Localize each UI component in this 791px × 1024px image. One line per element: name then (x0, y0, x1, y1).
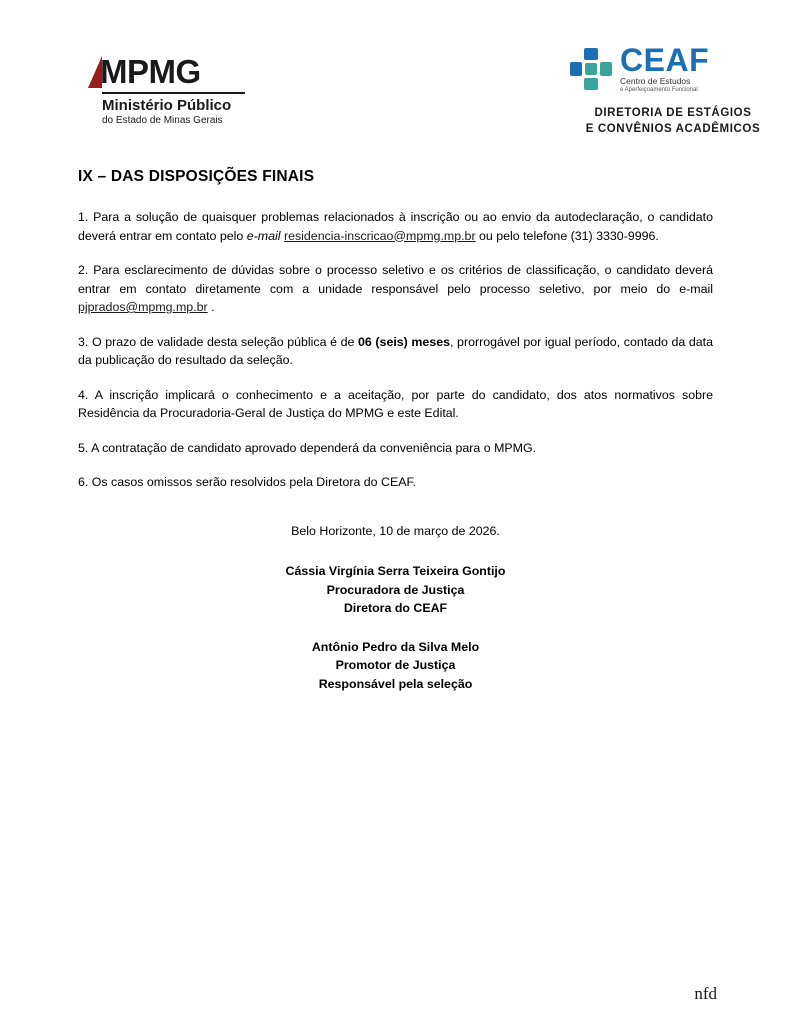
signature-block-1 (78, 562, 713, 618)
paragraph-5: 5. A contratação de candidato aprovado dependerá da conveniência para o MPMG. (78, 440, 537, 455)
signatory-name: Antônio Pedro da Silva Melo (311, 639, 480, 654)
footer-initials: nfd (694, 984, 717, 1003)
signatory-name: Cássia Virgínia Serra Teixeira Gontijo (285, 564, 506, 578)
paragraph-2-text-a: 2. Para esclarecimento de dúvidas sobre o processo seletivo e os critérios de classificação, o candidato deverá entrar em contato diretamente com a unidade responsável pelo processo seletivo, por meio do e-mail (78, 263, 713, 296)
paragraph-4: 4. A inscrição implicará o conhecimento e a aceitação, por parte do candidato, dos atos normativos sobre Residência da Procuradoria-Geral de Justiça do MPMG e este Edital. (78, 387, 713, 420)
paragraph-2 (78, 261, 713, 317)
paragraph-1-emphasis: e-mail (246, 228, 281, 243)
paragraph-1-text-b: ou pelo telefone (31) 3330-9996. (475, 228, 659, 243)
place-and-date: Belo Horizonte, 10 de março de 2026. (291, 523, 500, 538)
paragraph-3 (78, 333, 713, 370)
ceaf-acronym: CEAF (620, 41, 710, 78)
ceaf-department-line2: E CONVÊNIOS ACADÊMICOS (585, 123, 761, 135)
mpmg-name-line2: do Estado de Minas Gerais (102, 115, 223, 126)
ceaf-text-block (620, 41, 710, 94)
ceaf-tagline-1: Centro de Estudos (620, 75, 691, 86)
paragraph-1-text-a: 1. Para a solução de quaisquer problemas relacionados à inscrição ou ao envio da autodeclaração, o candidato deverá entrar em contato pelo (78, 210, 713, 243)
document-header (78, 0, 761, 150)
ceaf-logo (548, 41, 791, 137)
ceaf-cross-icon (570, 48, 612, 90)
mpmg-acronym: MPMG (100, 53, 201, 90)
mpmg-logo-top (88, 55, 308, 89)
paragraph-6: 6. Os casos omissos serão resolvidos pela Diretora do CEAF. (78, 475, 417, 489)
paragraph-3-bold: 06 (seis) meses (358, 334, 450, 349)
signatory-role-primary: Promotor de Justiça (335, 658, 456, 672)
ceaf-tagline-2: e Aperfeiçoamento Funcional (620, 86, 698, 93)
divider (102, 92, 245, 94)
paragraph-2-text-b: . (207, 300, 215, 314)
signatory-role-primary: Procuradora de Justiça (326, 582, 465, 597)
paragraph-3-text-a: 3. O prazo de validade desta seleção pública é de (78, 334, 359, 349)
paragraph-3-text-b: , prorrogável por igual período, contado da data da publicação do resultado da seleção. (78, 334, 713, 367)
ceaf-logo-row (548, 41, 791, 93)
mpmg-logo (88, 55, 308, 127)
email-link-pjprados[interactable]: pjprados@mpmg.mp.br (78, 300, 208, 314)
email-link-residencia[interactable]: residencia-inscricao@mpmg.mp.br (283, 228, 476, 243)
page-title: IX – DAS DISPOSIÇÕES FINAIS (78, 168, 315, 185)
ceaf-department-line1: DIRETORIA DE ESTÁGIOS (594, 107, 752, 119)
paragraph-1 (78, 208, 713, 245)
signatory-role-secondary: Responsável pela seleção (318, 676, 473, 691)
signature-block-2 (78, 638, 713, 694)
mpmg-name-line1: Ministério Público (102, 97, 232, 114)
closing-block (78, 522, 713, 694)
signatory-role-secondary: Diretora do CEAF (343, 601, 448, 615)
